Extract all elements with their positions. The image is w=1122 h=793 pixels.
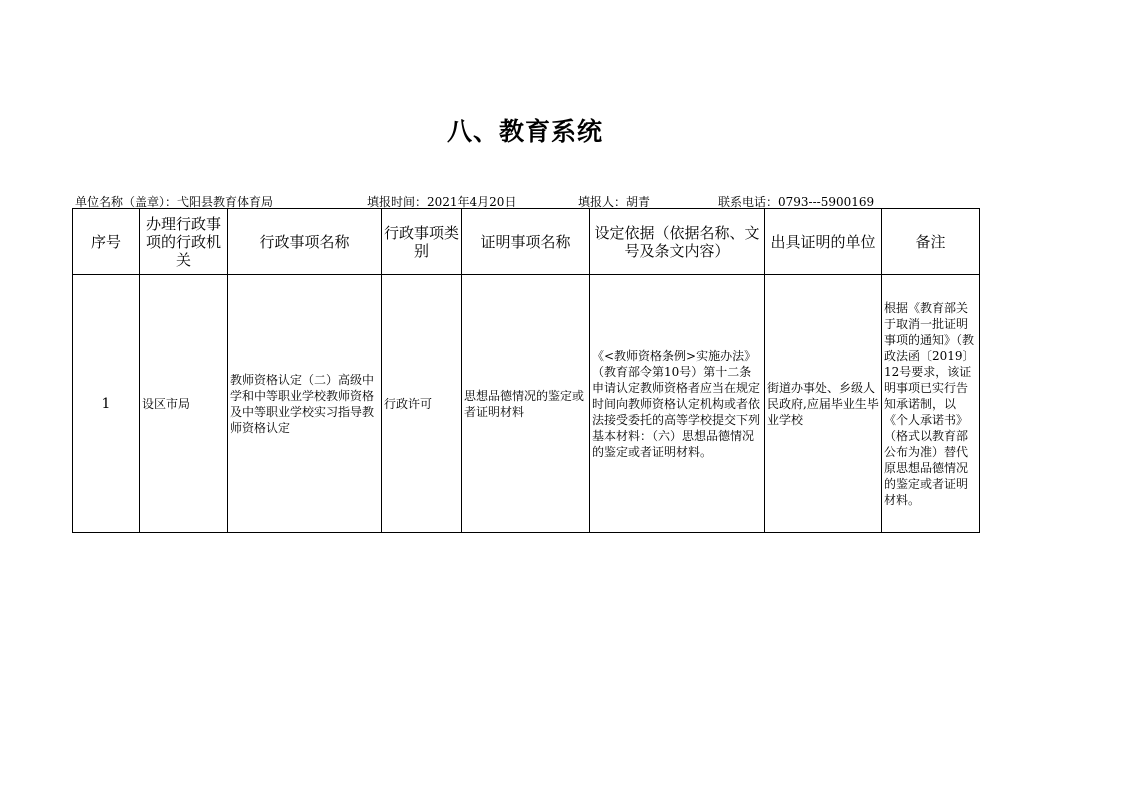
header-row <box>73 209 980 275</box>
contact-phone: 联系电话：0793---5900169 <box>718 195 875 209</box>
proof-items-table <box>72 208 980 533</box>
unit-name: 单位名称（盖章）：弋阳县教育体育局 <box>75 195 274 209</box>
cell-issuer: 街道办事处、乡级人民政府,应届毕业生毕业学校 <box>765 275 882 533</box>
header-remarks: 备注 <box>882 209 980 275</box>
table-row <box>73 275 980 533</box>
header-item-name: 行政事项名称 <box>228 209 382 275</box>
fill-date: 填报时间：2021年4月20日 <box>367 195 517 209</box>
filler-name: 填报人：胡青 <box>578 195 651 209</box>
header-proof-name: 证明事项名称 <box>462 209 590 275</box>
header-seq: 序号 <box>73 209 140 275</box>
header-category: 行政事项类别 <box>382 209 462 275</box>
cell-proof-name: 思想品德情况的鉴定或者证明材料 <box>462 275 590 533</box>
header-issuer: 出具证明的单位 <box>765 209 882 275</box>
header-authority: 办理行政事项的行政机关 <box>140 209 228 275</box>
cell-basis: 《<教师资格条例>实施办法》（教育部令第10号）第十二条 申请认定教师资格者应当在规定时间向教师资格认定机构或者依法接受委托的高等学校提交下列基本材料：（六）思想品德情况的鉴定或者证明材料。 <box>590 275 765 533</box>
cell-authority: 设区市局 <box>140 275 228 533</box>
cell-remarks: 根据《教育部关于取消一批证明事项的通知》（教政法函〔2019〕12号要求，该证明事项已实行告知承诺制，以《个人承诺书》（格式以教育部公布为准）替代原思想品德情况的鉴定或者证明材料。 <box>882 275 980 533</box>
header-basis: 设定依据（依据名称、文号及条文内容） <box>590 209 765 275</box>
cell-item-name: 教师资格认定（二）高级中学和中等职业学校教师资格及中等职业学校实习指导教师资格认定 <box>228 275 382 533</box>
cell-seq: 1 <box>73 275 140 533</box>
page-title: 八、教育系统 <box>446 117 603 146</box>
cell-category: 行政许可 <box>382 275 462 533</box>
